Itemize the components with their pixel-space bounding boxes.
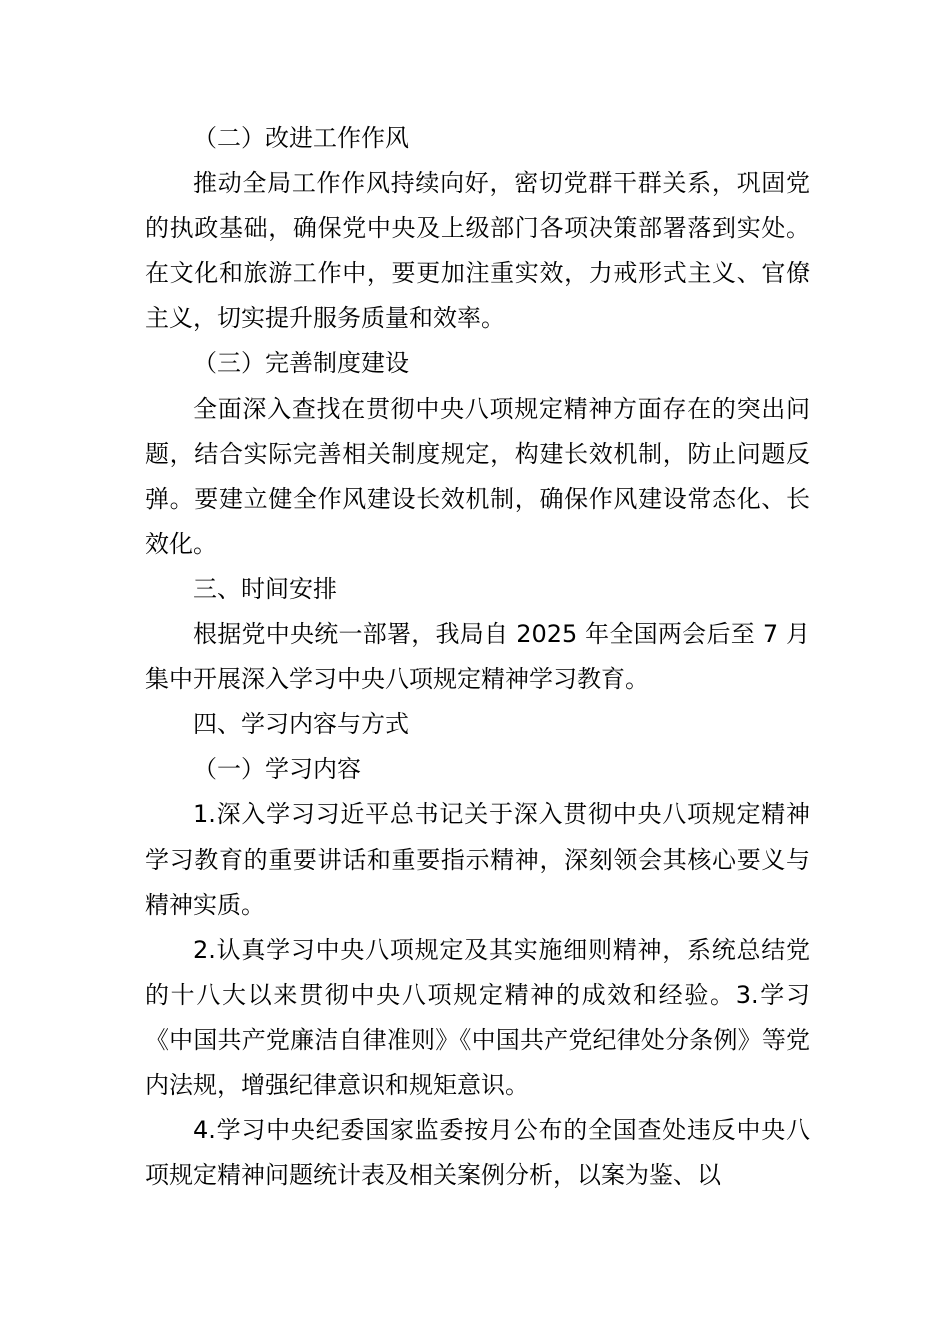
section-heading-system-building: （三）完善制度建设 <box>193 349 409 378</box>
paragraph-item-2-3: 2.认真学习中央八项规定及其实施细则精神，系统总结党的十八大以来贯彻中央八项规定精神的成效和经验。3.学习《中国共产党廉洁自律准则》《中国共产党纪律处分条例》等党内法规，增强纪律意识和规矩意识。 <box>145 935 810 1099</box>
section-heading-content-and-methods: 四、学习内容与方式 <box>193 710 409 739</box>
paragraph-system-building: 全面深入查找在贯彻中央八项规定精神方面存在的突出问题，结合实际完善相关制度规定，构建长效机制，防止问题反弹。要建立健全作风建设长效机制，确保作风建设常态化、长效化。 <box>145 394 810 558</box>
section-heading-schedule: 三、时间安排 <box>193 574 337 603</box>
paragraph-work-style: 推动全局工作作风持续向好，密切党群干群关系，巩固党的执政基础，确保党中央及上级部门各项决策部署落到实处。在文化和旅游工作中，要更加注重实效，力戒形式主义、官僚主义，切实提升服务质量和效率。 <box>145 169 810 333</box>
section-heading-improve-work-style: （二）改进工作作风 <box>193 124 409 152</box>
paragraph-schedule: 根据党中央统一部署，我局自 2025 年全国两会后至 7 月集中开展深入学习中央八项规定精神学习教育。 <box>145 620 810 694</box>
paragraph-item-1: 1.深入学习习近平总书记关于深入贯彻中央八项规定精神学习教育的重要讲话和重要指示精神，深刻领会其核心要义与精神实质。 <box>145 800 810 919</box>
document-body <box>145 116 810 1198</box>
paragraph-item-4: 4.学习中央纪委国家监委按月公布的全国查处违反中央八项规定精神问题统计表及相关案例分析，以案为鉴、以 <box>145 1116 810 1190</box>
section-heading-study-content: （一）学习内容 <box>193 755 361 784</box>
